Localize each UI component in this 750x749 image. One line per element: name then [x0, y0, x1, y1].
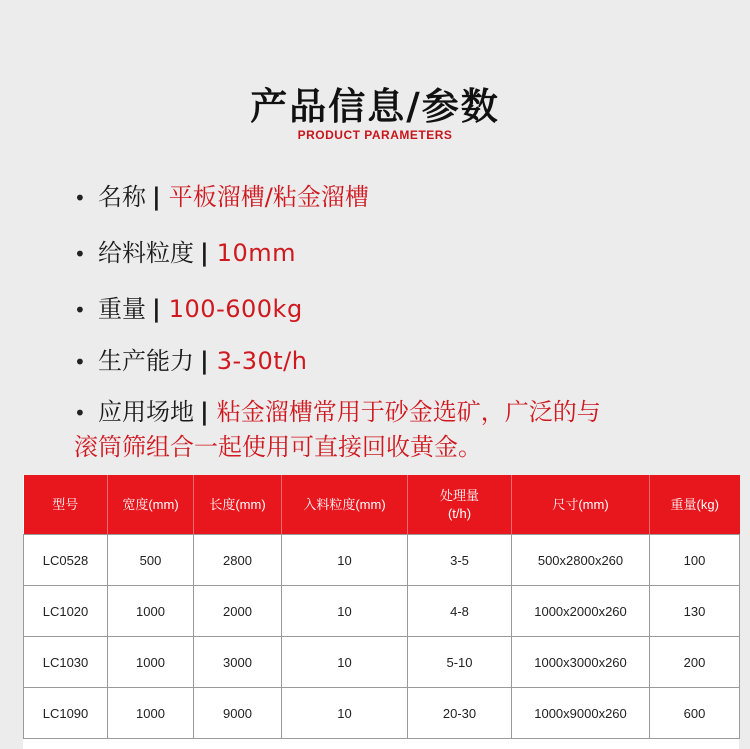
param-label: 重量 — [98, 295, 146, 323]
param-label: 给料粒度 — [98, 239, 194, 267]
bullet-icon: • — [74, 298, 86, 322]
param-separator: | — [200, 347, 209, 375]
param-label: 生产能力 — [98, 347, 194, 375]
table-cell-feed-size: 10 — [282, 586, 408, 637]
table-cell-feed-size: 10 — [282, 688, 408, 739]
table-cell-dimensions: 1000x3000x260 — [512, 637, 650, 688]
table-header-cell — [408, 475, 512, 535]
table-header-cell — [282, 475, 408, 535]
param-label: 名称 — [98, 183, 146, 211]
table-cell-length: 2000 — [194, 586, 282, 637]
table-header-cell — [24, 475, 108, 535]
param-weight — [74, 292, 303, 327]
parameter-table — [23, 475, 740, 739]
table-header-cell — [650, 475, 740, 535]
table-row — [24, 637, 740, 688]
table-row — [24, 688, 740, 739]
table-header-cell — [512, 475, 650, 535]
table-cell-length: 9000 — [194, 688, 282, 739]
bullet-icon: • — [74, 186, 86, 210]
bullet-icon: • — [74, 350, 86, 374]
param-feed-size — [74, 236, 296, 271]
table-header-cell — [194, 475, 282, 535]
header-text: 处理量 — [439, 487, 479, 503]
table-cell-weight: 600 — [650, 688, 740, 739]
table-cell-length: 3000 — [194, 637, 282, 688]
param-separator: | — [152, 295, 161, 323]
table-cell-weight: 130 — [650, 586, 740, 637]
table-cell-model: LC1090 — [24, 688, 108, 739]
table-row — [24, 535, 740, 586]
param-separator: | — [200, 239, 209, 267]
param-separator: | — [200, 398, 209, 426]
table-cell-feed-size: 10 — [282, 535, 408, 586]
param-value: 10mm — [216, 239, 297, 267]
table-header-row — [24, 475, 740, 535]
param-value-line1: 粘金溜槽常用于砂金选矿，广泛的与 — [216, 398, 601, 426]
header-text: 型号 — [52, 496, 79, 512]
header-text-unit: (t/h) — [447, 505, 472, 521]
header-text: 重量(kg) — [670, 496, 719, 512]
table-cell-width: 1000 — [108, 637, 194, 688]
param-value: 100-600kg — [168, 295, 303, 323]
table-header-cell — [108, 475, 194, 535]
bullet-icon: • — [74, 242, 86, 266]
param-separator: | — [152, 183, 161, 211]
param-value: 平板溜槽/粘金溜槽 — [168, 183, 369, 211]
table-cell-weight: 200 — [650, 637, 740, 688]
param-label: 应用场地 — [98, 398, 194, 426]
param-value: 3-30t/h — [216, 347, 308, 375]
table-cell-capacity: 3-5 — [408, 535, 512, 586]
bullet-icon: • — [74, 401, 86, 425]
page-title: 产品信息/参数 — [250, 85, 500, 128]
table-cell-dimensions: 1000x2000x260 — [512, 586, 650, 637]
table-cell-width: 1000 — [108, 688, 194, 739]
table-cell-weight: 100 — [650, 535, 740, 586]
param-name — [74, 180, 369, 215]
table-cell-width: 1000 — [108, 586, 194, 637]
table-cell-capacity: 20-30 — [408, 688, 512, 739]
table-cell-model: LC1030 — [24, 637, 108, 688]
parameter-table-container — [23, 475, 739, 749]
table-cell-dimensions: 500x2800x260 — [512, 535, 650, 586]
param-value-line2: 滚筒筛组合一起使用可直接回收黄金。 — [74, 433, 482, 461]
table-cell-feed-size: 10 — [282, 637, 408, 688]
page-subtitle: PRODUCT PARAMETERS — [297, 128, 453, 142]
table-cell-width: 500 — [108, 535, 194, 586]
table-row — [24, 586, 740, 637]
table-cell-model: LC1020 — [24, 586, 108, 637]
param-capacity — [74, 344, 307, 379]
header-text: 长度(mm) — [209, 496, 266, 512]
header-text: 宽度(mm) — [122, 496, 179, 512]
table-cell-length: 2800 — [194, 535, 282, 586]
table-cell-dimensions: 1000x9000x260 — [512, 688, 650, 739]
table-cell-capacity: 5-10 — [408, 637, 512, 688]
table-cell-capacity: 4-8 — [408, 586, 512, 637]
param-application — [74, 395, 694, 464]
header-text: 尺寸(mm) — [552, 496, 609, 512]
header-text: 入料粒度(mm) — [303, 496, 386, 512]
table-cell-model: LC0528 — [24, 535, 108, 586]
